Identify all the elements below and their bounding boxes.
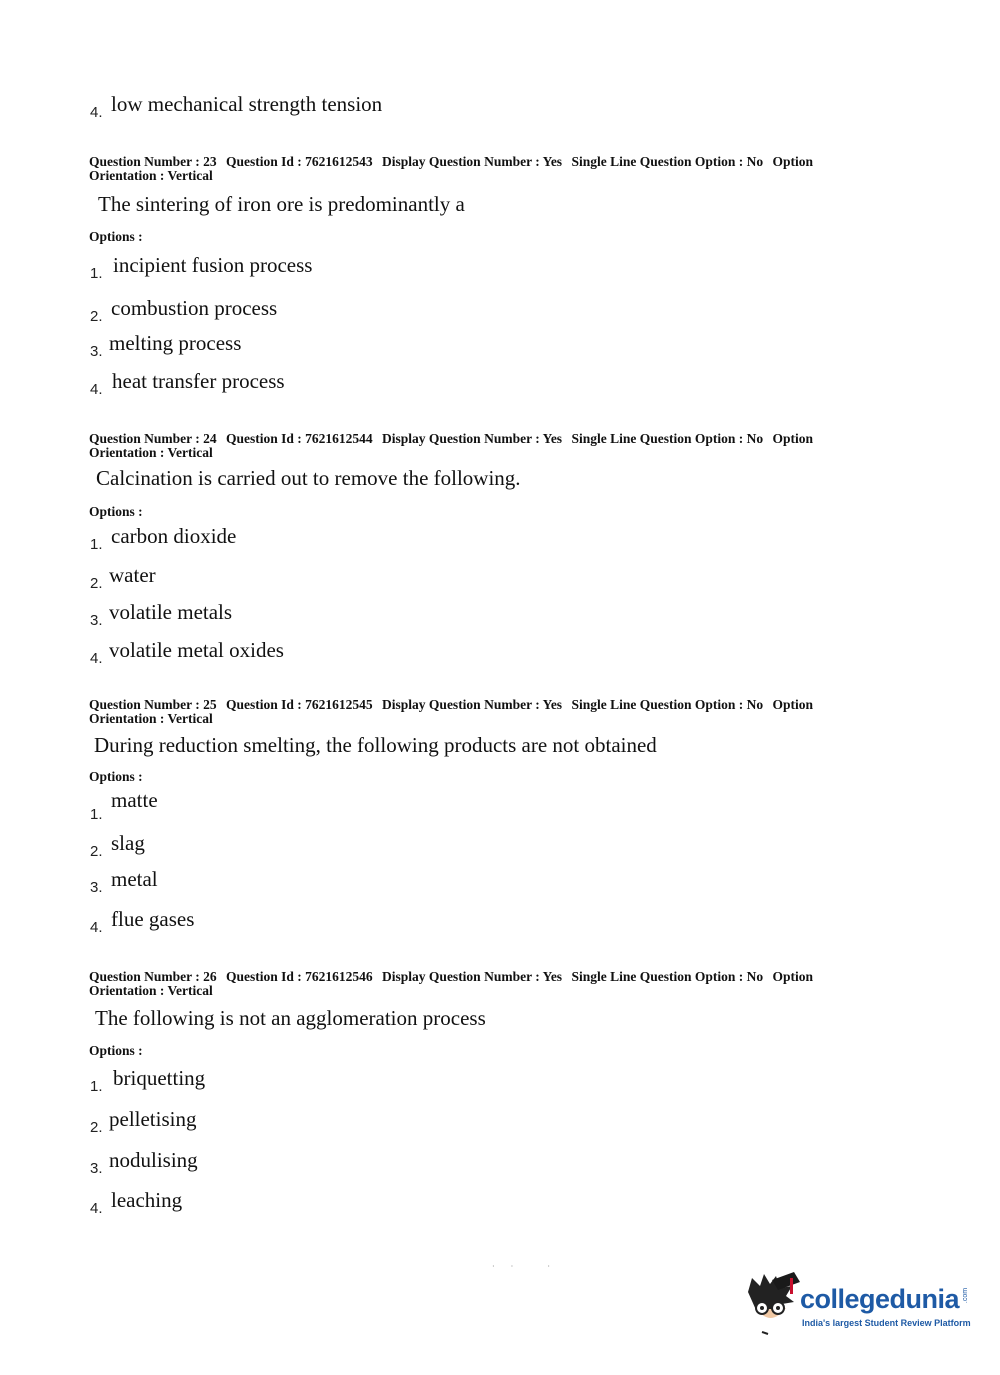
display-question-number: Display Question Number : Yes [382,697,563,712]
option-number: 4. [90,104,103,121]
question-text: The following is not an agglomeration process [95,1006,486,1030]
options-label: Options : [89,1043,143,1058]
option-text: briquetting [113,1066,206,1090]
option-number: 1. [90,265,103,282]
option-text: pelletising [109,1107,197,1131]
option-text: volatile metal oxides [109,638,284,662]
option-number: 3. [90,612,103,629]
option-number: 1. [90,806,103,823]
question-number: Question Number : 23 [89,154,217,169]
display-question-number: Display Question Number : Yes [382,431,563,446]
option-text: carbon dioxide [111,524,237,548]
options-label: Options : [89,229,143,244]
page-dots-divider: ·· · [492,1262,566,1271]
question-text: Calcination is carried out to remove the following. [96,466,521,490]
question-id: Question Id : 7621612543 [226,154,373,169]
question-text: The sintering of iron ore is predominantly a [98,192,465,216]
question-id: Question Id : 7621612546 [226,969,373,984]
option-orientation: Option Orientation : Vertical [89,969,813,998]
option-text: metal [111,867,158,891]
single-line-option: Single Line Question Option : No [571,154,764,169]
question-header [89,155,869,183]
option-number: 4. [90,1200,103,1217]
option-text: volatile metals [109,600,233,624]
option-text: slag [111,831,145,855]
option-text: nodulising [109,1148,198,1172]
single-line-option: Single Line Question Option : No [571,969,764,984]
brand-tagline: India's largest Student Review Platform [802,1318,971,1328]
option-number: 1. [90,1078,103,1095]
options-label: Options : [89,504,143,519]
option-number: 3. [90,1160,103,1177]
option-text: heat transfer process [112,369,285,393]
option-text: leaching [111,1188,183,1212]
option-orientation: Option Orientation : Vertical [89,154,813,183]
question-id: Question Id : 7621612545 [226,697,373,712]
single-line-option: Single Line Question Option : No [571,697,764,712]
option-number: 2. [90,843,103,860]
mascot-icon [742,1270,802,1340]
brand-suffix: .com [962,1287,970,1304]
question-text: During reduction smelting, the following products are not obtained [94,733,657,757]
option-orientation: Option Orientation : Vertical [89,697,813,726]
option-text: melting process [109,331,242,355]
question-header [89,432,869,460]
options-label: Options : [89,769,143,784]
display-question-number: Display Question Number : Yes [382,154,563,169]
question-number: Question Number : 26 [89,969,217,984]
option-text: matte [111,788,158,812]
question-number: Question Number : 24 [89,431,217,446]
collegedunia-logo [742,1270,972,1340]
option-number: 4. [90,919,103,936]
display-question-number: Display Question Number : Yes [382,969,563,984]
option-number: 2. [90,308,103,325]
option-text: low mechanical strength tension [111,92,383,116]
brand-name: collegedunia [800,1284,960,1314]
option-text: flue gases [111,907,195,931]
single-line-option: Single Line Question Option : No [571,431,764,446]
option-number: 4. [90,650,103,667]
option-text: combustion process [111,296,278,320]
option-number: 2. [90,1119,103,1136]
question-header [89,698,869,726]
option-text: incipient fusion process [113,253,313,277]
option-number: 3. [90,343,103,360]
option-number: 4. [90,381,103,398]
question-header [89,970,869,998]
option-text: water [109,563,156,587]
option-number: 3. [90,879,103,896]
question-id: Question Id : 7621612544 [226,431,373,446]
option-number: 1. [90,536,103,553]
option-orientation: Option Orientation : Vertical [89,431,813,460]
option-number: 2. [90,575,103,592]
question-number: Question Number : 25 [89,697,217,712]
